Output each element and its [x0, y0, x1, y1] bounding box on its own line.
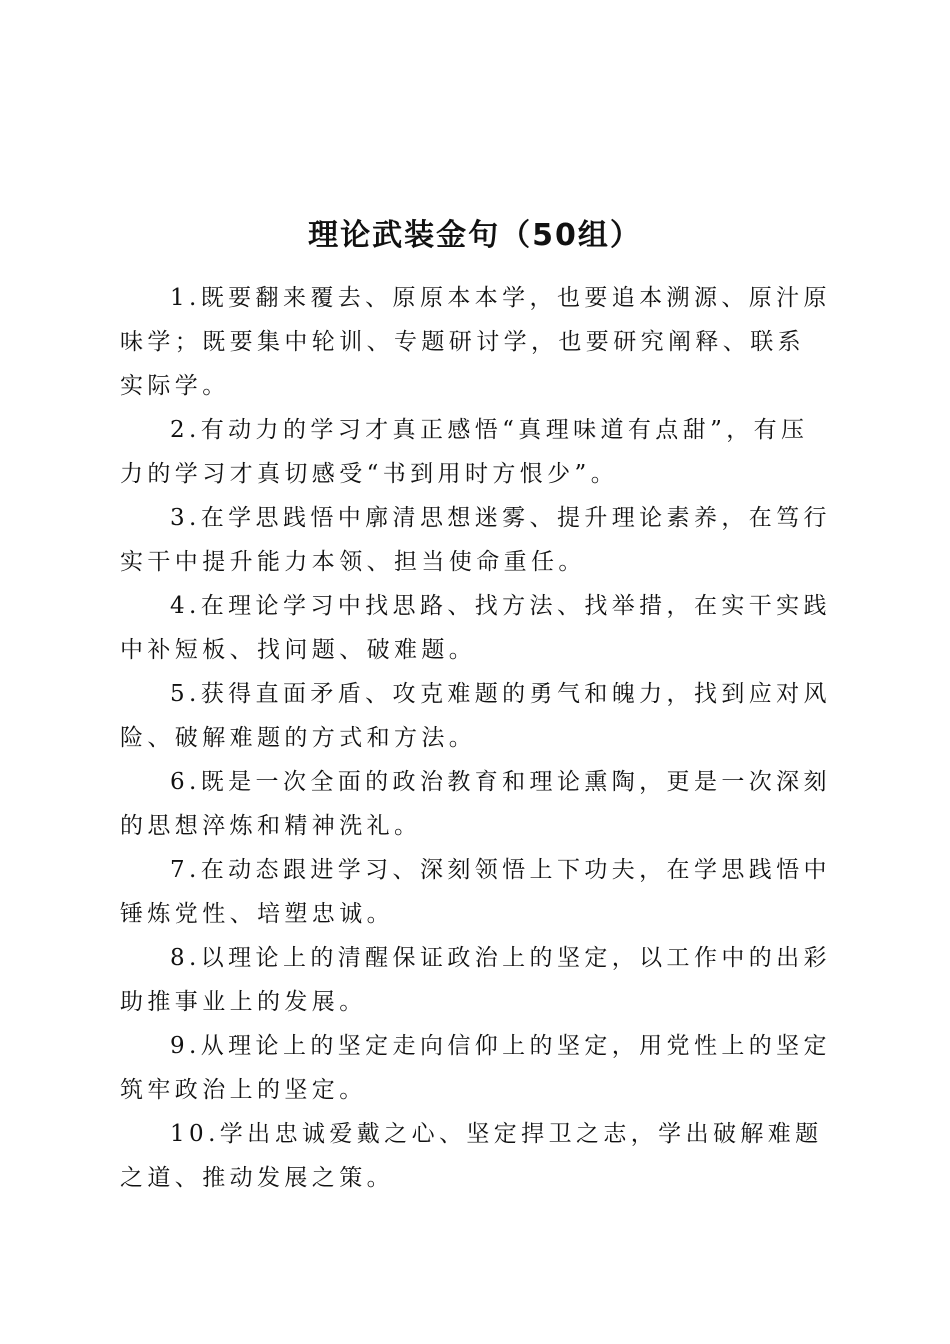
- list-item: 1.既要翻来覆去、原原本本学，也要追本溯源、原汁原味学；既要集中轮训、专题研讨学，也要研究阐释、联系实际学。: [120, 285, 831, 399]
- quote-list: [120, 276, 832, 1200]
- list-item: 9.从理论上的坚定走向信仰上的坚定，用党性上的坚定筑牢政治上的坚定。: [120, 1033, 831, 1103]
- list-item: 5.获得直面矛盾、攻克难题的勇气和魄力，找到应对风险、破解难题的方式和方法。: [120, 681, 831, 751]
- list-item: 4.在理论学习中找思路、找方法、找举措，在实干实践中补短板、找问题、破难题。: [120, 593, 831, 663]
- list-item: 10.学出忠诚爱戴之心、坚定捍卫之志，学出破解难题之道、推动发展之策。: [120, 1121, 823, 1191]
- list-item: 6.既是一次全面的政治教育和理论熏陶，更是一次深刻的思想淬炼和精神洗礼。: [120, 769, 831, 839]
- list-item: 2.有动力的学习才真正感悟“真理味道有点甜”，有压力的学习才真切感受“书到用时方恨少”。: [120, 417, 809, 487]
- list-item: 7.在动态跟进学习、深刻领悟上下功夫，在学思践悟中锤炼党性、培塑忠诚。: [120, 857, 831, 927]
- list-item: 8.以理论上的清醒保证政治上的坚定，以工作中的出彩助推事业上的发展。: [120, 945, 831, 1015]
- list-item: 3.在学思践悟中廓清思想迷雾、提升理论素养，在笃行实干中提升能力本领、担当使命重任。: [120, 505, 831, 575]
- page-title: 理论武装金句（50组）: [308, 218, 642, 253]
